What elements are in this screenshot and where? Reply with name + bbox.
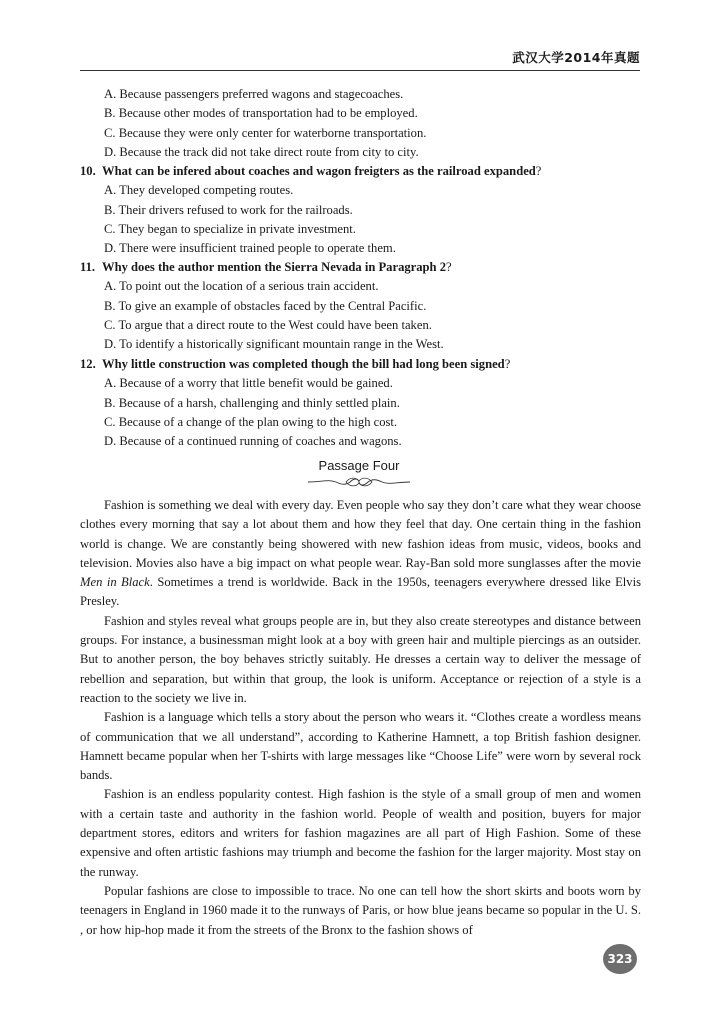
question-mark: ? xyxy=(535,164,542,178)
flourish-divider-icon xyxy=(306,476,412,488)
passage-title: Passage Four xyxy=(318,458,400,473)
option-12b: B. Because of a harsh, challenging and thinly settled plain. xyxy=(104,395,400,410)
option-12a: A. Because of a worry that little benefit would be gained. xyxy=(104,376,393,391)
option-11b: B. To give an example of obstacles faced by the Central Pacific. xyxy=(104,298,427,313)
question-number: 10. xyxy=(80,164,96,178)
option-9a: A. Because passengers preferred wagons and stagecoaches. xyxy=(104,87,404,101)
question-10 xyxy=(80,162,642,258)
question-9-options xyxy=(80,85,642,162)
header-rule xyxy=(80,70,640,71)
question-stem xyxy=(80,355,642,374)
question-number: 12. xyxy=(80,357,96,371)
paragraph-1 xyxy=(80,496,641,612)
option-11a: A. To point out the location of a serious train accident. xyxy=(104,279,379,294)
question-mark: ? xyxy=(446,260,452,274)
option-10a: A. They developed competing routes. xyxy=(104,183,294,198)
question-text: Why little construction was completed though the bill had long been signed xyxy=(102,357,505,371)
question-stem xyxy=(80,258,642,277)
option-12c: C. Because of a change of the plan owing to the high cost. xyxy=(104,414,398,429)
question-12 xyxy=(80,355,642,451)
question-number: 11. xyxy=(80,260,96,274)
option-9b: B. Because other modes of transportation had to be employed. xyxy=(104,106,418,121)
page-number-badge: 323 xyxy=(603,944,637,974)
option-10c: C. They began to specialize in private investment. xyxy=(104,221,356,236)
option-10b: B. Their drivers refused to work for the railroads. xyxy=(104,202,353,217)
running-header: 武汉大学2014年真题 xyxy=(512,50,640,65)
option-9c: C. Because they were only center for waterborne transportation. xyxy=(104,125,427,140)
movie-title: Men in Black xyxy=(80,575,150,590)
question-stem xyxy=(80,162,642,181)
paragraph-4: Fashion is an endless popularity contest. High fashion is the style of a small group of men and women with a certain taste and authority in the fashion world. People of wealth and position, buyers for major department stores, editors and writers for fashion magazines are all part of High Fashion. Some of these expensive and often artistic fashions may triumph and become the fashion for the larger majority. Most stay on the runway. xyxy=(80,787,641,879)
option-11c: C. To argue that a direct route to the West could have been taken. xyxy=(104,317,432,332)
paragraph-1-text-a: Fashion is something we deal with every day. Even people who say they don’t care what they wear choose clothes every morning that say a lot about them and how they feel that day. One certain thing in the fashion world is change. We are constantly being showered with new fashion ideas from music, videos, books and television. Movies also have a big impact on what people wear. Ray-Ban sold more sunglasses after the movie xyxy=(80,498,641,570)
option-10d: D. There were insufficient trained people to operate them. xyxy=(104,241,396,256)
paragraph-2: Fashion and styles reveal what groups people are in, but they also create stereotypes and distance between groups. For instance, a businessman might look at a boy with green hair and multiple piercings as an outsider. But to another person, the boy behaves strictly suitably. He dresses a certain way to deliver the message of rebellion and separation, but within that group, the look is uniform. Acceptance or rejection of a style is a reaction to the society we live in. xyxy=(80,613,641,705)
question-11 xyxy=(80,258,642,354)
paragraph-1-text-b: . Sometimes a trend is worldwide. Back in the 1950s, teenagers everywhere dressed like Elvis Presley. xyxy=(80,575,641,609)
question-text: What can be infered about coaches and wagon freigters as the railroad expanded xyxy=(102,164,536,178)
question-text: Why does the author mention the Sierra Nevada in Paragraph 2 xyxy=(102,260,446,274)
option-11d: D. To identify a historically significant mountain range in the West. xyxy=(104,337,444,352)
option-9d: D. Because the track did not take direct route from city to city. xyxy=(104,144,419,159)
passage-body xyxy=(80,496,641,940)
question-mark: ? xyxy=(504,357,511,371)
paragraph-5: Popular fashions are close to impossible to trace. No one can tell how the short skirts and boots worn by teenagers in England in 1960 made it to the runways of Paris, or how blue jeans became so popular in the U. S. , or how hip-hop made it from the streets of the Bronx to the fashion shows of xyxy=(80,883,641,937)
paragraph-3: Fashion is a language which tells a story about the person who wears it. “Clothes create a wordless means of communication that we all understand”, according to Katherine Hamnett, a top British fashion designer. Hamnett became popular when her T-shirts with large messages like “Choose Life” were worn by several rock bands. xyxy=(80,710,641,783)
option-12d: D. Because of a continued running of coaches and wagons. xyxy=(104,434,402,449)
